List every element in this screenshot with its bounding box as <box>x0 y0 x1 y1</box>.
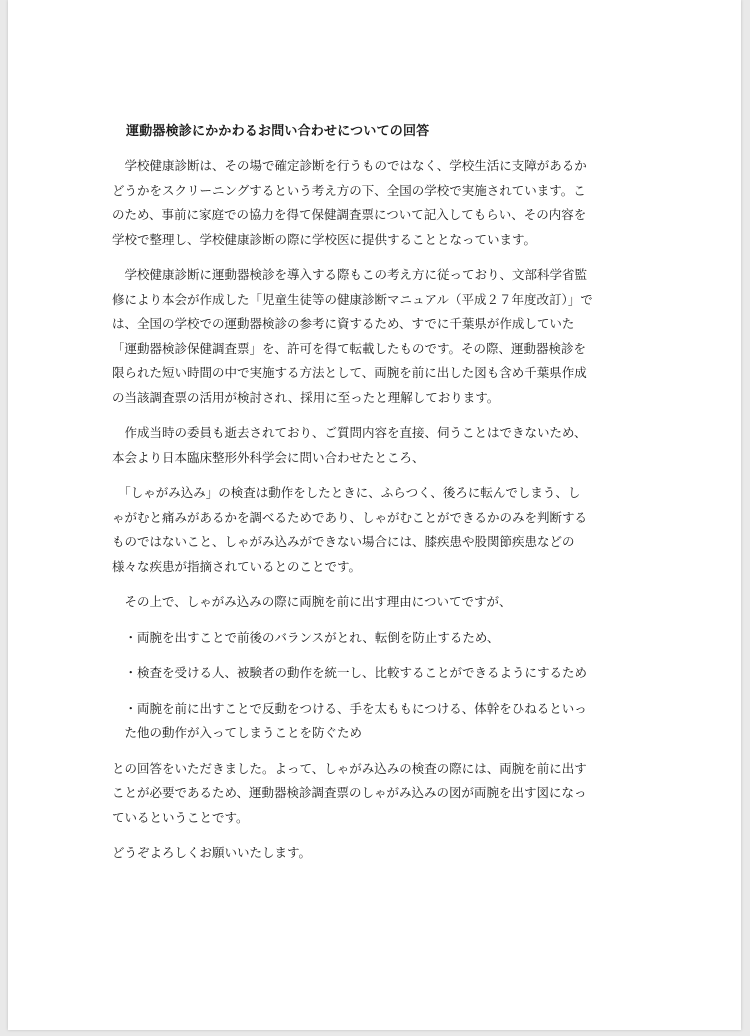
paragraph <box>112 841 642 866</box>
paragraph-line: 限られた短い時間の中で実施する方法として、両腕を前に出した図も含め千葉県作成 <box>112 365 587 380</box>
paragraph-line: ・検査を受ける人、被験者の動作を統一し、比較することができるようにするため <box>112 665 588 680</box>
paragraph-line: ているということです。 <box>112 809 249 825</box>
paragraph-line: どうぞよろしくお願いいたします。 <box>112 845 312 860</box>
paragraph-line: 「しゃがみ込み」の検査は動作をしたときに、ふらつく、後ろに転んでしまう、し <box>112 485 581 500</box>
paragraph-line: その上で、しゃがみ込みの際に両腕を前に出す理由についてですが、 <box>112 594 512 609</box>
paragraph-line: どうかをスクリーニングするという考え方の下、全国の学校で実施されています。こ <box>112 182 586 198</box>
paragraph-line: ゃがむと痛みがあるかを調べるためであり、しゃがむことができるかのみを判断する <box>112 509 588 525</box>
paragraph-line: 「運動器検診保健調査票」を、許可を得て転載したものです。その際、運動器検診を <box>112 340 587 356</box>
paragraph-list <box>112 154 642 866</box>
paragraph <box>112 263 642 410</box>
paragraph-line: 修により本会が作成した「児童生徒等の健康診断マニュアル（平成２７年度改訂）」で <box>112 291 593 307</box>
paragraph <box>112 661 642 686</box>
document-body <box>112 122 642 877</box>
paragraph-line: 学校健康診断に運動器検診を導入する際もこの考え方に従っており、文部科学省監 <box>112 267 588 282</box>
paragraph-line: 学校健康診断は、その場で確定診断を行うものではなく、学校生活に支障があるか <box>112 158 587 173</box>
paragraph-line: のため、事前に家庭での協力を得て保健調査票について記入してもらい、その内容を <box>112 207 587 222</box>
paragraph <box>112 757 642 831</box>
paragraph-line: 作成当時の委員も逝去されており、ご質問内容を直接、伺うことはできないため、 <box>112 425 587 440</box>
paragraph-line: ことが必要であるため、運動器検診調査票のしゃがみ込みの図が両腕を出す図になっ <box>112 785 587 800</box>
paragraph <box>112 590 642 615</box>
paragraph-line: ・両腕を出すことで前後のバランスがとれ、転倒を防止するため、 <box>112 629 500 645</box>
document-page <box>8 0 741 1030</box>
paragraph-line: は、全国の学校での運動器検診の参考に資するため、すでに千葉県が作成していた <box>112 316 575 331</box>
paragraph-line: ・両腕を前に出すことで反動をつける、手を太ももにつける、体幹をひねるといっ <box>112 700 587 716</box>
paragraph-line: との回答をいただきました。よって、しゃがみ込みの検査の際には、両腕を前に出す <box>112 760 587 776</box>
paragraph <box>112 154 642 252</box>
paragraph-line: 学校で整理し、学校健康診断の際に学校医に提供することとなっています。 <box>112 231 537 247</box>
paragraph <box>112 697 642 746</box>
paragraph-line: 様々な疾患が指摘されているとのことです。 <box>112 558 362 574</box>
paragraph <box>112 421 642 470</box>
paragraph-line: の当該調査票の活用が検討され、採用に至ったと理解しております。 <box>112 389 500 405</box>
paragraph-line: た他の動作が入ってしまうことを防ぐため <box>112 725 363 740</box>
paragraph-line: ものではないこと、しゃがみ込みができない場合には、膝疾患や股関節疾患などの <box>112 534 575 549</box>
paragraph-line: 本会より日本臨床整形外科学会に問い合わせたところ、 <box>112 449 425 465</box>
document-title: 運動器検診にかかわるお問い合わせについての回答 <box>126 124 430 139</box>
paragraph <box>112 481 642 579</box>
paragraph <box>112 626 642 651</box>
